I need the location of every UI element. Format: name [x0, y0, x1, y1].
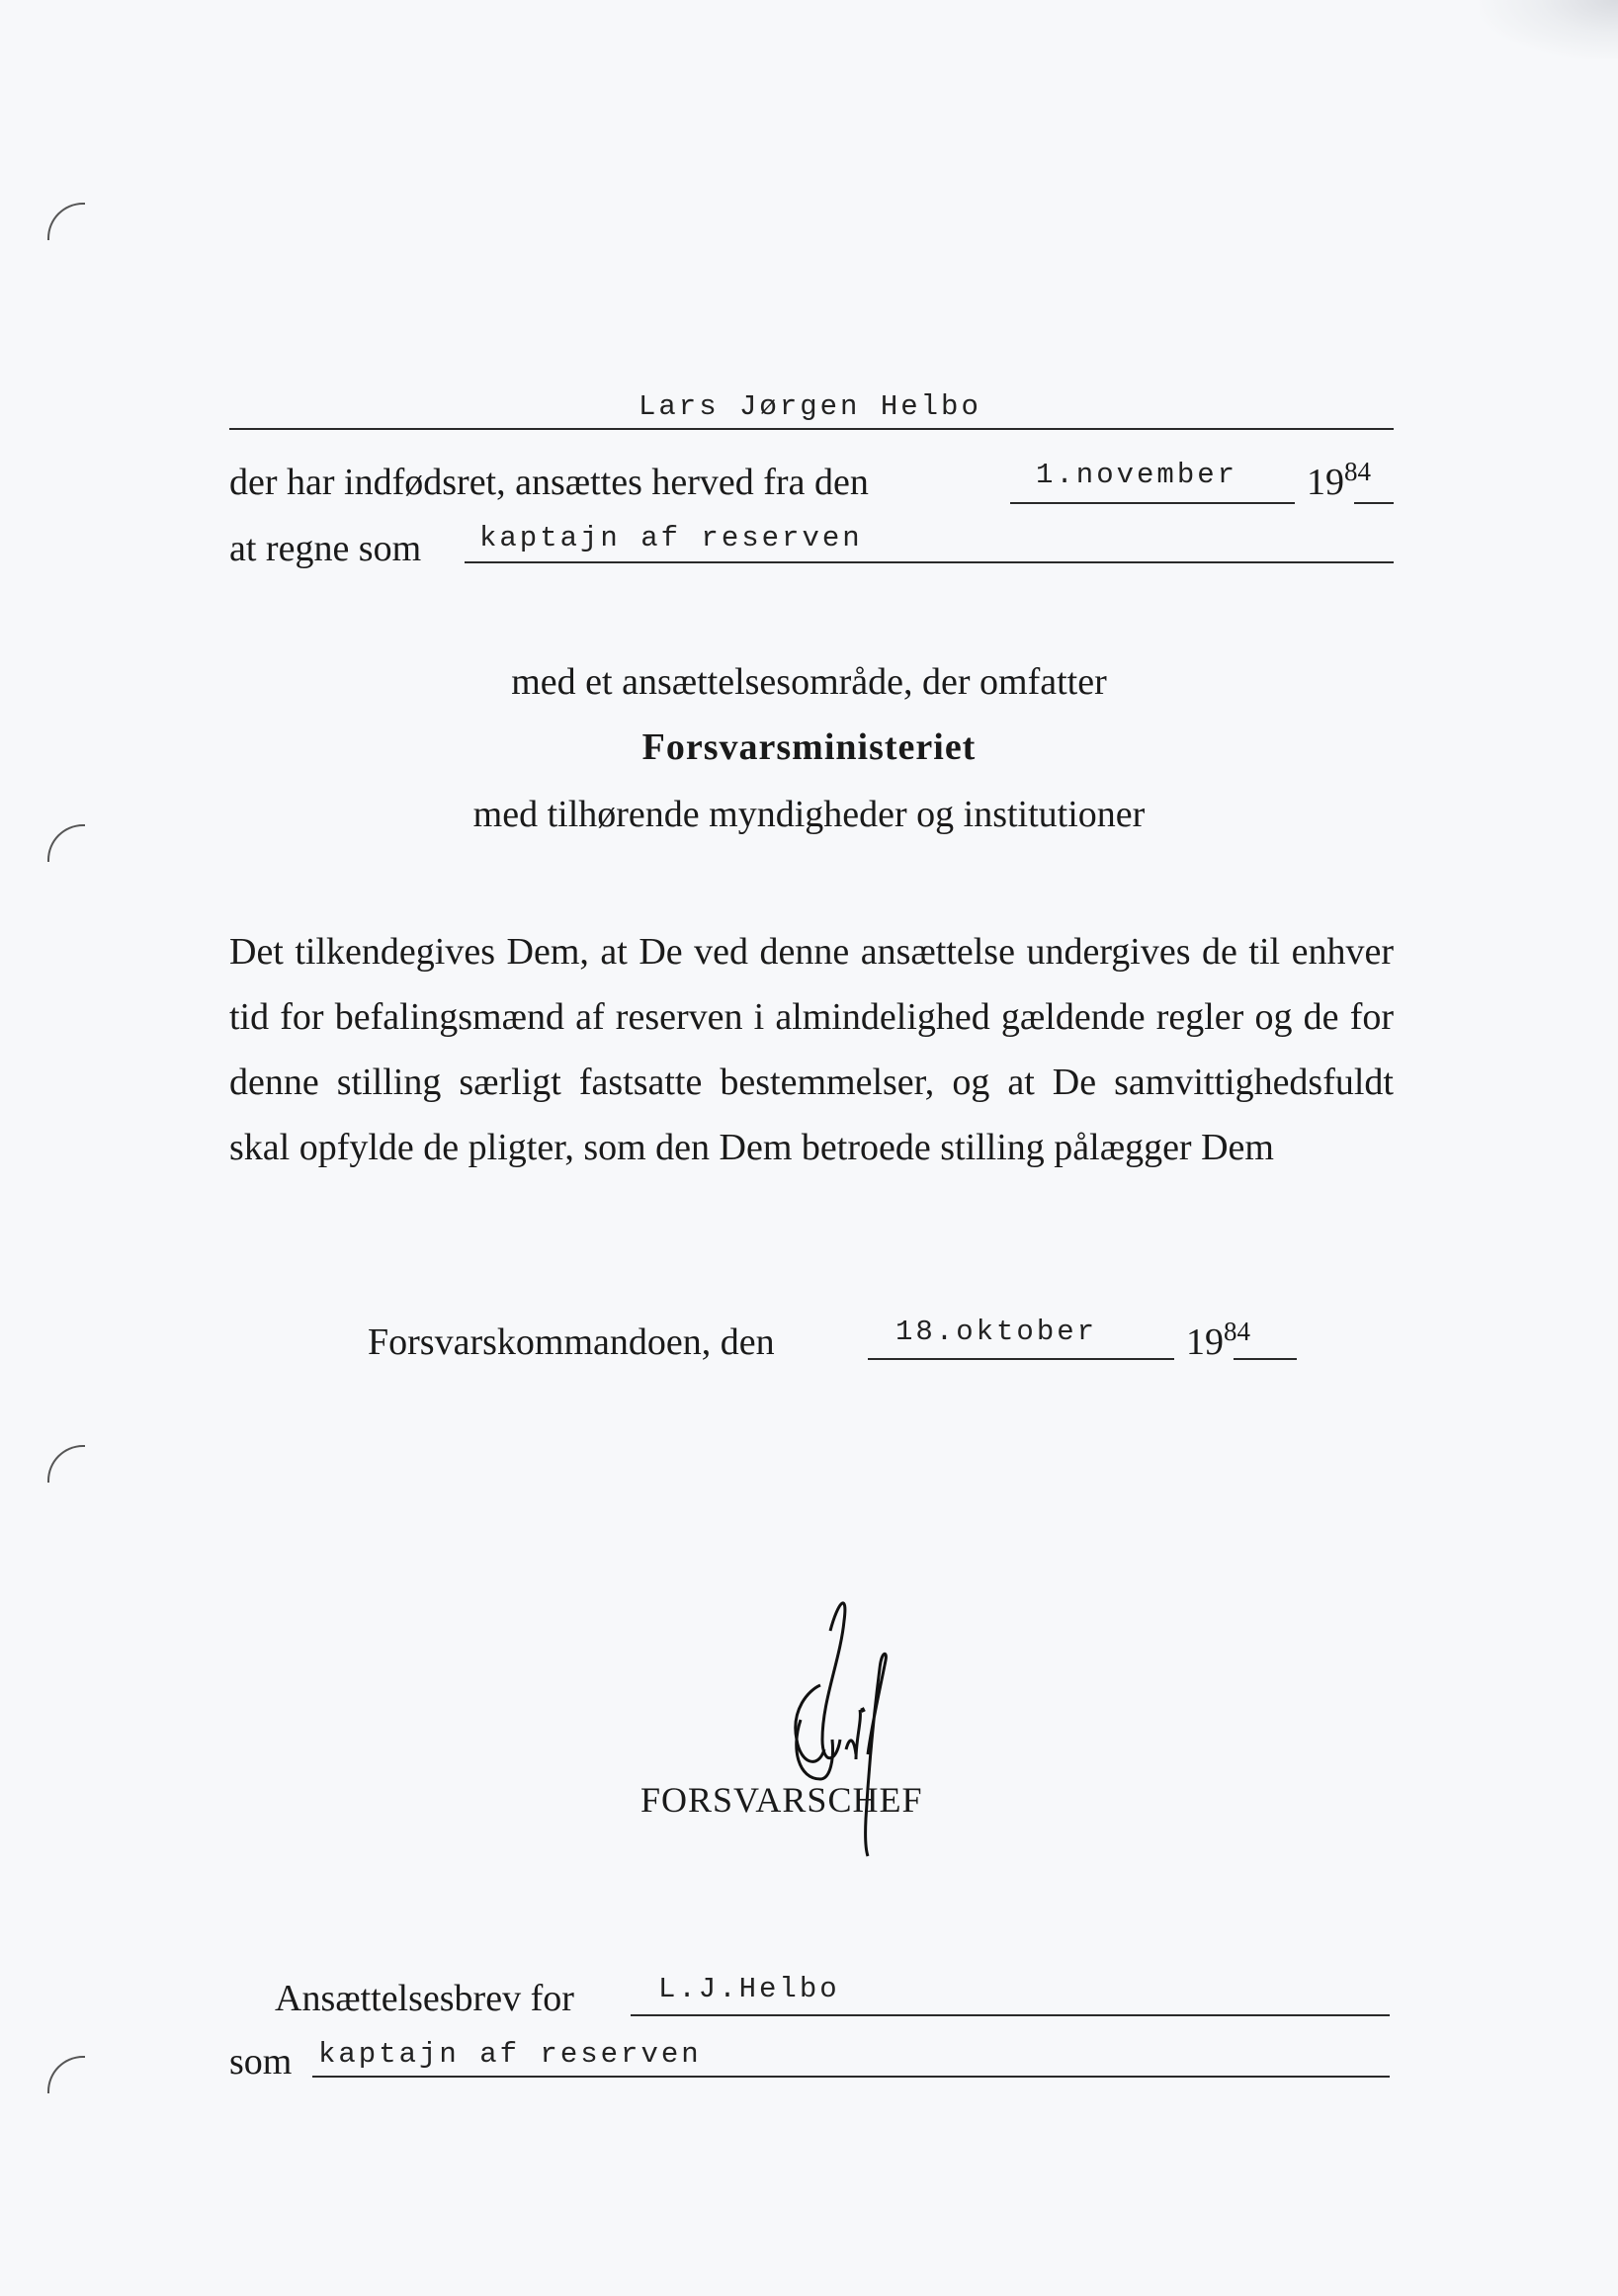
signature-title: FORSVARSCHEF	[640, 1780, 923, 1820]
scope-line-3: med tilhørende myndigheder og institutioner	[472, 794, 1146, 835]
appointment-year: $19^{84}$	[1307, 457, 1371, 503]
declaration-text: Det tilkendegives Dem, at De ved denne ansættelse undergives de til enhver tid for befalingsmænd af reserven i almindelighed gældende regler og de for denne stilling særligt fastsatte bestemmelser, og at De samvittighedsfuldt skal opfylde de pligter, som den Dem betroede stilling pålægger Dem	[229, 931, 1394, 1168]
letter-label: Ansættelsesbrev for	[275, 1978, 574, 2019]
footer-rank-underline	[312, 2076, 1390, 2078]
rank-value: kaptajn af reserven	[479, 522, 863, 554]
appointment-prefix: der har indfødsret, ansættes herved fra den	[229, 462, 869, 503]
issued-date-underline	[868, 1358, 1174, 1360]
issued-date: 18.oktober	[895, 1316, 1098, 1348]
punch-hole-3	[47, 1445, 85, 1483]
rank-label: at regne som	[229, 528, 422, 569]
appointment-date-underline	[1010, 502, 1295, 504]
scope-ministry: Forsvarsministeriet	[641, 726, 977, 768]
issued-year: $19^{84}$	[1186, 1317, 1250, 1363]
appointment-year-underline	[1354, 502, 1394, 504]
punch-hole-1	[47, 203, 85, 240]
declaration-paragraph	[229, 919, 1394, 1180]
appointment-date: 1.november	[1036, 459, 1238, 491]
appointee-name: Lars Jørgen Helbo	[639, 390, 981, 423]
issued-prefix: Forsvarskommandoen, den	[368, 1321, 775, 1363]
letter-name: L.J.Helbo	[658, 1973, 840, 2005]
punch-hole-4	[47, 2056, 85, 2093]
footer-rank-value: kaptajn af reserven	[318, 2038, 702, 2071]
letter-name-underline	[631, 2014, 1390, 2016]
name-underline	[229, 428, 1394, 430]
page-corner-shadow	[1480, 0, 1618, 59]
footer-rank-label: som	[229, 2041, 293, 2083]
scope-line-1: med et ansættelsesområde, der omfatter	[511, 661, 1107, 703]
rank-underline	[465, 561, 1394, 563]
issued-year-underline	[1234, 1358, 1297, 1360]
